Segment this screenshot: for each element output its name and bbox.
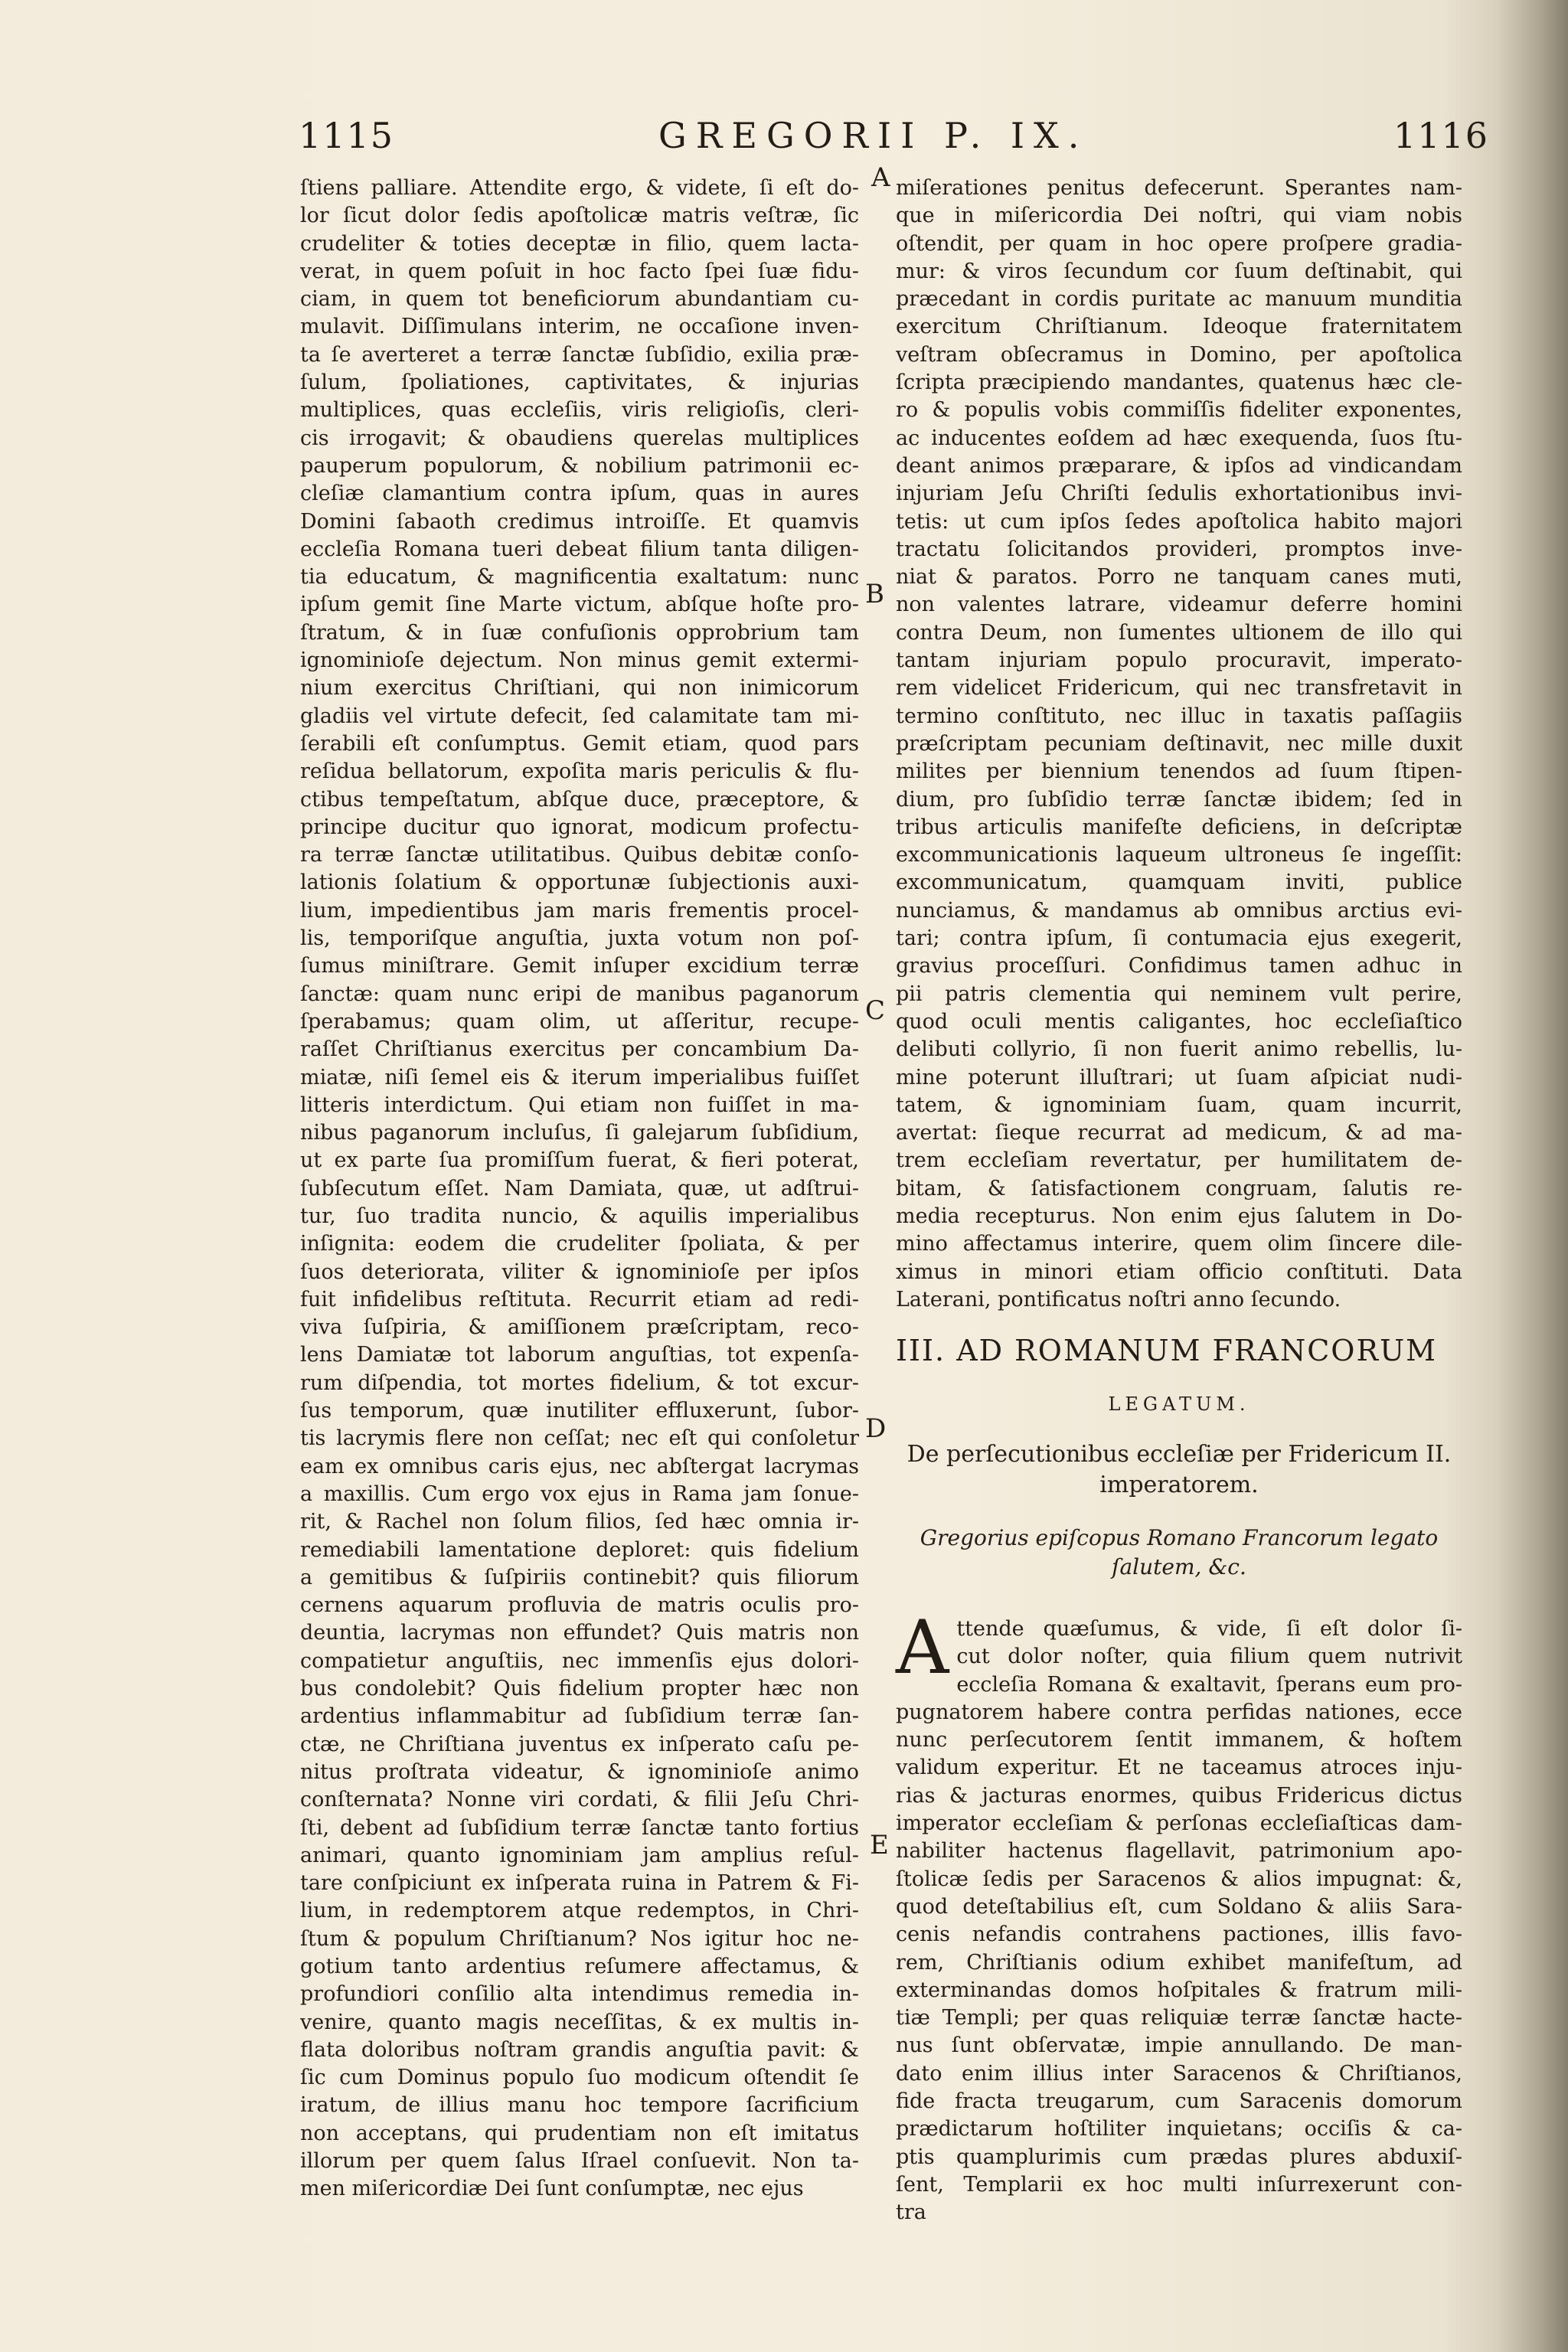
text-line: deuntia, lacrymas non effundet? Quis matris non xyxy=(300,1621,859,1645)
text-line: nium exercitus Chriſtiani, qui non inimicorum xyxy=(300,676,859,701)
text-line: tetis: ut cum ipſos ſedes apoſtolica habito majori xyxy=(896,509,1462,534)
text-line: tis lacrymis flere non ceſſat; nec eſt qui conſoletur xyxy=(300,1426,859,1451)
text-line: ſerabili eſt conſumptus. Gemit etiam, quod pars xyxy=(300,731,859,756)
text-line: verat, in quem poſuit in hoc facto ſpei ſuæ fidu- xyxy=(300,259,859,283)
letter-line: cut dolor noſter, quia filium quem nutrivit xyxy=(956,1645,1462,1669)
page-number-left: 1115 xyxy=(299,115,395,156)
text-line: cleſiæ clamantium contra ipſum, quas in aures xyxy=(300,482,859,506)
text-line: iratum, de illius manu hoc tempore ſacrificium xyxy=(300,2093,859,2118)
text-line: veſtram obſecramus in Domino, per apoſtolica xyxy=(896,342,1462,367)
text-line: miſerationes penitus defecerunt. Sperantes nam- xyxy=(896,176,1462,200)
text-line: ſanctæ: quam nunc eripi de manibus paganorum xyxy=(300,982,859,1006)
letter-line: tra xyxy=(896,2200,926,2225)
text-line: tantam injuriam populo procuravit, imperato- xyxy=(896,648,1462,673)
text-line: multiplices, quas eccleſiis, viris religioſis, cleri- xyxy=(300,398,859,423)
letter-line: rias & jacturas enormes, quibus Fridericus dictus xyxy=(896,1783,1462,1808)
text-line: media recepturus. Non enim ejus ſalutem in Do- xyxy=(896,1204,1462,1228)
text-line: fuit infidelibus reſtituta. Recurrit etiam ad redi- xyxy=(300,1287,859,1312)
text-line: tractatu ſolicitandos provideri, promptos inve- xyxy=(896,537,1462,561)
text-line: eccleſia Romana tueri debeat filium tanta diligen- xyxy=(300,537,859,561)
text-line: injuriam Jeſu Chriſti ſedulis exhortationibus invi- xyxy=(896,482,1462,506)
text-line: termino conſtituto, nec illuc in taxatis paſſagiis xyxy=(896,704,1462,728)
letter-body xyxy=(896,1605,1462,2227)
letter-line: tiæ Templi; per quas reliquiæ terræ ſanctæ hacte- xyxy=(896,2006,1462,2030)
letter-line: validum experitur. Et ne taceamus atroces inju- xyxy=(896,1756,1462,1780)
text-line: ſulum, ſpoliationes, captivitates, & injurias xyxy=(300,371,859,395)
text-line: litteris interdictum. Qui etiam non fuiſſet in ma- xyxy=(300,1093,859,1117)
text-line: eam ex omnibus caris ejus, nec abſtergat lacrymas xyxy=(300,1454,859,1478)
text-line: ctæ, ne Chriſtiana juventus ex inſperato caſu pe- xyxy=(300,1732,859,1756)
text-line: contra Deum, non ſumentes ultionem de illo qui xyxy=(896,620,1462,645)
text-line: conſternata? Nonne viri cordati, & filii Jeſu Chri- xyxy=(300,1788,859,1812)
letter-line: nus ſunt obſervatæ, impie annullando. De man- xyxy=(896,2034,1462,2058)
text-line: gravius proceſſuri. Confidimus tamen adhuc in xyxy=(896,954,1462,978)
letter-line: prædictarum hoſtiliter inquietans; occiſis & ca- xyxy=(896,2117,1462,2141)
text-line: ſic cum Dominus populo ſuo modicum oſtendit ſe xyxy=(300,2066,859,2090)
section-heading: III. AD ROMANUM FRANCORUM xyxy=(896,1334,1438,1367)
text-line: nunciamus, & mandamus ab omnibus arctius evi- xyxy=(896,898,1462,923)
text-line: flata doloribus noſtram grandis anguſtia pavit: & xyxy=(300,2037,859,2062)
text-line: ſtum & populum Chriſtianum? Nos igitur hoc ne- xyxy=(300,1926,859,1951)
text-line: mulavit. Diſſimulans interim, ne occaſione inven- xyxy=(300,315,859,339)
text-line: crudeliter & toties deceptæ in filio, quem lacta- xyxy=(300,231,859,256)
text-line: bitam, & ſatisfactionem congruam, ſalutis re- xyxy=(896,1176,1462,1200)
text-line: lens Damiatæ tot laborum anguſtias, tot expenſa- xyxy=(300,1343,859,1367)
text-line: lor ſicut dolor ſedis apoſtolicæ matris veſtræ, ſic xyxy=(300,204,859,228)
margin-marker-e: E xyxy=(870,1830,889,1860)
text-line: quod oculi mentis caligantes, hoc eccleſiaſtico xyxy=(896,1009,1462,1034)
text-line: ſtiens palliare. Attendite ergo, & videte, ſi eſt do- xyxy=(300,176,859,200)
text-line: reſidua bellatorum, expoſita maris periculis & flu- xyxy=(300,760,859,784)
text-line: ſuos deteriorata, viliter & ignominioſe per ipſos xyxy=(300,1259,859,1284)
drop-cap: A xyxy=(896,1605,949,1690)
text-line: que in miſericordia Dei noſtri, qui viam nobis xyxy=(896,204,1462,228)
text-line: a maxillis. Cum ergo vox ejus in Rama jam ſonue- xyxy=(300,1481,859,1506)
text-line: ut ex parte ſua promiſſum fuerat, & fieri poterat, xyxy=(300,1148,859,1173)
text-line: dium, pro ſubſidio terræ ſanctæ ibidem; ſed in xyxy=(896,787,1462,812)
text-line: deant animos præparare, & ipſos ad vindicandam xyxy=(896,453,1462,478)
text-line: mur: & viros ſecundum cor ſuum deſtinabit, qui xyxy=(896,259,1462,283)
text-line: ro & populis vobis commiſſis fideliter exponentes, xyxy=(896,398,1462,423)
text-line: cis irrogavit; & obaudiens querelas multiplices xyxy=(300,426,859,450)
letter-line: pugnatorem habere contra perfidas nationes, ecce xyxy=(896,1700,1462,1724)
text-line: lium, in redemptorem atque redemptos, in Chri- xyxy=(300,1899,859,1923)
text-line: miatæ, niſi ſemel eis & iterum imperialibus fuiſſet xyxy=(300,1065,859,1089)
text-line: delibuti collyrio, ſi non fuerit animo rebellis, lu- xyxy=(896,1037,1462,1062)
text-line: tare conſpiciunt ex inſperata ruina in Patrem & Fi- xyxy=(300,1871,859,1896)
text-line: venire, quanto magis neceſſitas, & ex multis in- xyxy=(300,2010,859,2034)
text-line: tribus articulis manifeſte deficiens, in deſcriptæ xyxy=(896,815,1462,839)
text-line: ra terræ ſanctæ utilitatibus. Quibus debitæ conſo- xyxy=(300,843,859,867)
text-line: excommunicatum, quamquam inviti, publice xyxy=(896,871,1462,895)
text-line: lium, impedientibus jam maris frementis procel- xyxy=(300,898,859,923)
text-line: ſus temporum, quæ inutiliter effluxerunt, ſubor- xyxy=(300,1399,859,1423)
text-line: exercitum Chriſtianum. Ideoque fraternitatem xyxy=(896,315,1462,339)
section-heading-continued: LEGATUM. xyxy=(1108,1393,1250,1415)
text-line: ardentius inflammabitur ad ſubſidium terræ ſan- xyxy=(300,1704,859,1729)
running-title: GREGORII P. IX. xyxy=(658,115,1089,156)
text-line: non acceptans, qui prudentiam non eſt imitatus xyxy=(300,2121,859,2145)
margin-marker-c: C xyxy=(865,995,886,1026)
page-number-right: 1116 xyxy=(1393,115,1490,156)
letter-line: nunc perſecutorem ſentit immanem, & hoſtem xyxy=(896,1728,1462,1753)
binding-shadow xyxy=(1499,0,1568,2352)
text-line: lis, temporiſque anguſtia, juxta votum non poſ- xyxy=(300,926,859,951)
text-line: principe ducitur quo ignorat, modicum profectu- xyxy=(300,815,859,839)
letter-line: exterminandas domos hoſpitales & fratrum mili- xyxy=(896,1978,1462,2002)
letter-line: ptis quamplurimis cum prædas plures abduxiſ- xyxy=(896,2145,1462,2169)
text-line: animari, quanto ignominiam jam amplius reſul- xyxy=(300,1843,859,1867)
left-column xyxy=(300,175,859,2203)
text-line: ciam, in quem tot beneficiorum abundantiam cu- xyxy=(300,287,859,312)
text-line: remediabili lamentatione deploret: quis fidelium xyxy=(300,1537,859,1562)
text-line: Domini ſabaoth credimus introiſſe. Et quamvis xyxy=(300,509,859,534)
text-line: mino affectamus interire, quem olim ſincere dile- xyxy=(896,1232,1462,1256)
text-line: ſubſecutum eſſet. Nam Damiata, quæ, ut adſtrui- xyxy=(300,1176,859,1200)
text-line: ignominioſe dejectum. Non minus gemit extermi- xyxy=(300,648,859,673)
text-line: rum diſpendia, tot mortes fidelium, & tot excur- xyxy=(300,1370,859,1395)
text-line: gladiis vel virtute defecit, ſed calamitate tam mi- xyxy=(300,704,859,728)
text-line: cernens aquarum profluvia de matris oculis pro- xyxy=(300,1593,859,1618)
text-line: profundiori conſilio alta intendimus remedia in- xyxy=(300,1982,859,2007)
letter-line: rem, Chriſtianis odium exhibet manifeſtum, ad xyxy=(896,1950,1462,1975)
text-line: nibus paganorum incluſus, ſi galejarum ſubſidium, xyxy=(300,1121,859,1145)
text-line: ximus in minori etiam officio conſtituti. Data xyxy=(896,1259,1462,1284)
letter-line: ſtolicæ ſedis per Saracenos & alios impugnat: &, xyxy=(896,1867,1462,1891)
page-header xyxy=(0,115,1568,176)
text-line: ac inducentes eoſdem ad hæc exequenda, ſuos ſtu- xyxy=(896,426,1462,450)
letter-line: ſent, Templarii ex hoc multi inſurrexerunt con- xyxy=(896,2172,1462,2197)
text-line: ſperabamus; quam olim, ut aſſeritur, recupe- xyxy=(300,1009,859,1034)
text-line: ctibus tempeſtatum, abſque duce, præceptore, & xyxy=(300,787,859,812)
text-line: compatietur anguſtiis, nec immenſis ejus dolori- xyxy=(300,1648,859,1673)
text-line: præſcriptam pecuniam deſtinavit, nec mille duxit xyxy=(896,731,1462,756)
text-line: tur, ſuo tradita nuncio, & aquilis imperialibus xyxy=(300,1204,859,1228)
text-line: tia educatum, & magnificentia exaltatum: nunc xyxy=(300,565,859,590)
letter-line: cenis nefandis contrahens pactiones, illis favo- xyxy=(896,1922,1462,1947)
letter-line: ttende quæſumus, & vide, ſi eſt dolor ſi- xyxy=(956,1617,1462,1641)
text-line: non valentes latrare, videamur deferre homini xyxy=(896,593,1462,617)
text-line: milites per biennium tenendos ad ſuum ſtipen- xyxy=(896,760,1462,784)
text-line: ſcripta præcipiendo mandantes, quatenus hæc cle- xyxy=(896,371,1462,395)
letter-line: nabiliter hactenus flagellavit, patrimonium apo- xyxy=(896,1839,1462,1864)
text-line: tatem, & ignominiam ſuam, quam incurrit, xyxy=(896,1093,1462,1117)
letter-line: fide fracta treugarum, cum Saracenis domorum xyxy=(896,2089,1462,2114)
text-line: ipſum gemit ſine Marte victum, abſque hoſte pro- xyxy=(300,593,859,617)
text-line: ſti, debent ad ſubſidium terræ ſanctæ tanto fortius xyxy=(300,1815,859,1840)
text-line: rem videlicet Fridericum, qui nec transfretavit in xyxy=(896,676,1462,701)
text-line: excommunicationis laqueum ultroneus ſe ingeſſit: xyxy=(896,843,1462,867)
text-line: ta ſe averteret a terræ ſanctæ ſubſidio, exilia præ- xyxy=(300,342,859,367)
text-line: bus condolebit? Quis fidelium propter hæc non xyxy=(300,1677,859,1701)
text-line: oſtendit, per quam in hoc opere proſpere gradia- xyxy=(896,231,1462,256)
text-line: trem eccleſiam revertatur, per humilitatem de- xyxy=(896,1148,1462,1173)
text-line: pauperum populorum, & nobilium patrimonii ec- xyxy=(300,453,859,478)
text-line: præcedant in cordis puritate ac manuum munditia xyxy=(896,287,1462,312)
text-line: mine poterunt illuſtrari; ut ſuam aſpiciat nudi- xyxy=(896,1065,1462,1089)
text-line: niat & paratos. Porro ne tanquam canes muti, xyxy=(896,565,1462,590)
text-line: men miſericordiæ Dei ſunt conſumptæ, nec ejus xyxy=(300,2177,804,2201)
text-line: illorum per quem ſalus Iſrael conſuevit. Non ta- xyxy=(300,2149,859,2174)
text-line: a gemitibus & ſuſpiriis continebit? quis filiorum xyxy=(300,1565,859,1589)
text-line: tari; contra ipſum, ſi contumacia ejus exegerit, xyxy=(896,926,1462,951)
text-line: gotium tanto ardentius reſumere affectamus, & xyxy=(300,1955,859,1978)
margin-marker-d: D xyxy=(865,1413,887,1444)
margin-marker-b: B xyxy=(865,579,884,609)
section-subtitle: De perſecutionibus eccleſiæ per Fridericum II. imperatorem. xyxy=(906,1441,1452,1498)
text-line: Laterani, pontificatus noſtri anno ſecundo. xyxy=(896,1287,1341,1312)
letter-line: eccleſia Romana & exaltavit, ſperans eum pro- xyxy=(956,1672,1462,1697)
text-line: nitus proſtrata videatur, & ignominioſe animo xyxy=(300,1759,859,1784)
margin-marker-a: A xyxy=(871,162,890,193)
text-line: rit, & Rachel non ſolum filios, ſed hæc omnia ir- xyxy=(300,1510,859,1534)
text-line: ſtratum, & in ſuæ confuſionis opprobrium tam xyxy=(300,620,859,645)
letter-line: imperator eccleſiam & perſonas eccleſiaſticas dam- xyxy=(896,1811,1462,1836)
right-column xyxy=(896,175,1462,1314)
text-line: pii patris clementia qui neminem vult perire, xyxy=(896,982,1462,1006)
text-line: viva ſuſpiria, & amiſſionem præſcriptam, reco- xyxy=(300,1315,859,1340)
letter-line: quod deteſtabilius eſt, cum Soldano & aliis Sara- xyxy=(896,1894,1462,1919)
letter-addressee: Gregorius epiſcopus Romano Francorum legato ſalutem, &c. xyxy=(920,1525,1439,1579)
text-line: raſſet Chriſtianus exercitus per concambium Da- xyxy=(300,1037,859,1062)
text-line: ſumus miniſtrare. Gemit inſuper excidium terræ xyxy=(300,954,859,978)
text-line: avertat: ſieque recurrat ad medicum, & ad ma- xyxy=(896,1121,1462,1145)
text-line: lationis ſolatium & opportunæ ſubjectionis auxi- xyxy=(300,871,859,895)
letter-line: dato enim illius inter Saracenos & Chriſtianos, xyxy=(896,2061,1462,2086)
text-line: inſignita: eodem die crudeliter ſpoliata, & per xyxy=(300,1232,859,1256)
